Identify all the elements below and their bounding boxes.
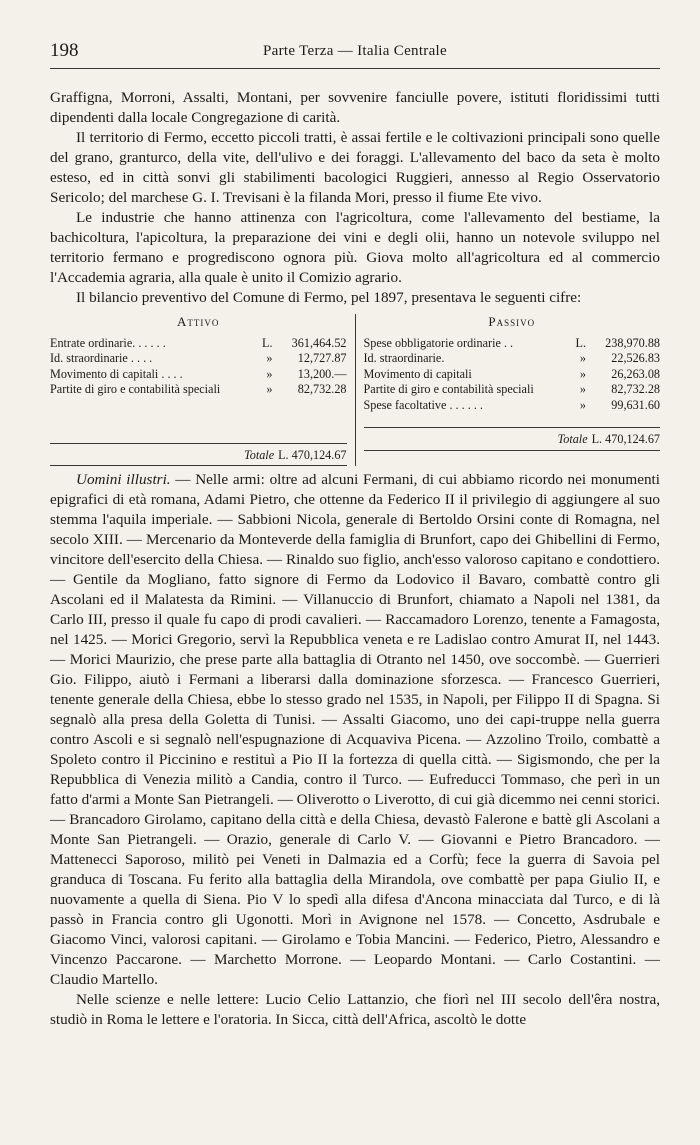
row-label: Spese obbligatorie ordinarie . . xyxy=(363,335,514,350)
uomini-illustri-paragraph xyxy=(50,470,660,990)
total-amount: 470,124.67 xyxy=(291,447,347,462)
page-header xyxy=(50,40,660,68)
row-amount: 238,970.88 xyxy=(605,335,660,350)
attivo-total xyxy=(50,444,347,464)
page xyxy=(50,40,660,1030)
total-bottom-rule xyxy=(50,465,347,466)
row-label: Movimento di capitali xyxy=(363,366,472,381)
row-label: Spese facoltative . . . . . . xyxy=(363,397,483,412)
total-label: Totale xyxy=(557,432,588,446)
paragraph: Il territorio di Fermo, eccetto piccoli tratti, è assai fertile e le coltivazioni principali sono quelle del grano, granturco, della vite, dell'ulivo e dei foraggi. L'allevamento del baco da seta è molto esteso, ed in città sonvi gli stabilimenti bacologici Ruggieri, annesso al Regio Osservatorio Sericolo; del marchese G. I. Trevisani è la filanda Mori, presso il fiume Ete vivo. xyxy=(50,129,660,206)
paragraph: Graffigna, Morroni, Assalti, Montani, per sovvenire fanciulle povere, istituti floridissimi tutti dipendenti dalla locale Congregazione di carità. xyxy=(50,89,660,126)
attivo-row xyxy=(50,382,347,398)
row-amount: 12,727.87 xyxy=(297,351,347,365)
total-currency: L. xyxy=(278,447,289,462)
uomini-illustri-text: — Nelle armi: oltre ad alcuni Fermani, di cui abbiamo ricordo nei monumenti epigrafici di età romana, Adami Pietro, che ottenne da Federico II il privilegio di aggiungere al suo stemma l'aquila imperiale. — Sabbioni Nicola, generale di Bertoldo Orsini conte di Romagna, nel secolo XIII. — Mercenario da Monteverde della famiglia di Brunfort, capo dei Ghibellini di Fermo, vincitore dell'esercito della Chiesa. — Rinaldo suo figlio, anch'esso valoroso capitano e condottiero. — Gentile da Mogliano, fatto signore di Fermo da Lodovico il Bavaro, combattè contro gli Ascolani ed il Malatesta da Rimini. — Villanuccio di Brunfort, chiamato a Napoli nel 1381, da Carlo III, presso il quale fu capo di prodi cavalieri. — Raccamadoro Lorenzo, tenente a Famagosta, nel 1425. — Morici Gregorio, servì la Repubblica veneta e re Ladislao contro Amurat II, nel 1443. — Morici Maurizio, che prese parte alla battaglia di Otranto nel 1450, ove soccombè. — Guerrieri Gio. Filippo, aiutò i Fermani a liberarsi dalla dominazione sforzesca. — Francesco Guerrieri, tenente generale della Chiesa, ebbe lo stesso grado nel 1535, in Napoli, per Filippo II di Spagna. Si segnalò alla presa della Goletta di Tunisi. — Assalti Giacomo, uno dei capi-truppe nella guerra contro Ascoli e si segnalò nell'espugnazione di Acquaviva Picena. — Azzolino Troilo, combattè a Spoleto contro il Piccinino e restituì a Pio II la fortezza di quella città. — Sigismondo, che per la Repubblica di Venezia militò a Candia, contro il Turco. — Eufreducci Tommaso, che perì in un fatto d'armi a Monte San Pietrangeli. — Oliverotto o Liverotto, di cui già dicemmo nei cenni storici. — Brancadoro Girolamo, capitano della città e della Chiesa, devastò Falerone e battè gli Ascolani a Monte San Pietrangeli. — Orazio, generale di Carlo V. — Giovanni e Pietro Brancadoro. — Mattenecci Saporoso, militò pei Veneti in Dalmazia ed a Corfù; fece la guerra di Savoia pel granduca di Toscana. Fu ferito alla battaglia della Mirandola, ove combattè per papa Giulio II, e nuovamente a quella di Siena. Pio V lo spedì alla difesa d'Ancona minacciata dal Turco, e di là passò in Francia contro gli Ugonotti. Morì in Avignone nel 1578. — Concetto, Asdrubale e Giacomo Vinci, valorosi capitani. — Girolamo e Tobia Mancini. — Federico, Pietro, Alessandro e Vincenzo Paccarone. — Marchetto Morrone. — Leopardo Montani. — Carlo Costantini. — Claudio Martello. xyxy=(50,471,660,988)
row-currency: » xyxy=(266,366,273,381)
row-currency: » xyxy=(579,366,586,381)
passivo-row xyxy=(364,398,661,414)
attivo-row xyxy=(50,367,347,383)
row-currency: L. xyxy=(575,335,586,350)
row-amount: 361,464.52 xyxy=(291,335,347,350)
passivo-title: Passivo xyxy=(488,314,536,329)
total-label: Totale xyxy=(244,447,275,462)
row-amount: 22,526.83 xyxy=(611,351,660,365)
passivo-row xyxy=(364,336,661,352)
row-currency: » xyxy=(266,382,273,396)
row-amount: 13,200.— xyxy=(297,366,347,381)
total-amount: 470,124.67 xyxy=(605,432,660,446)
paragraph: Il bilancio preventivo del Comune di Fermo, pel 1897, presentava le seguenti cifre: xyxy=(76,289,582,306)
passivo-row xyxy=(364,351,661,367)
row-label: Id. straordinarie . . . . xyxy=(50,351,153,365)
row-label: Partite di giro e contabilità speciali xyxy=(50,382,221,396)
row-label: Partite di giro e contabilità speciali xyxy=(363,382,534,396)
running-head: Parte Terza — Italia Centrale xyxy=(263,43,447,59)
row-label: Entrate ordinarie. . . . . . xyxy=(50,335,166,350)
page-number: 198 xyxy=(50,40,79,61)
row-currency: L. xyxy=(262,335,273,350)
attivo-title: Attivo xyxy=(177,314,220,329)
passivo-row xyxy=(364,367,661,383)
attivo-column xyxy=(50,314,355,466)
attivo-row xyxy=(50,351,347,367)
row-amount: 82,732.28 xyxy=(297,382,347,396)
total-currency: L. xyxy=(591,432,603,446)
passivo-column xyxy=(355,314,661,466)
row-currency: » xyxy=(579,397,586,412)
row-currency: » xyxy=(266,351,273,365)
budget-table xyxy=(50,314,660,466)
paragraph: Nelle scienze e nelle lettere: Lucio Celio Lattanzio, che fiorì nel III secolo dell'êra nostra, studiò in Roma le lettere e l'oratoria. In Sicca, città dell'Africa, ascoltò le dotte xyxy=(50,991,660,1028)
row-amount: 99,631.60 xyxy=(611,397,660,412)
total-bottom-rule xyxy=(364,450,661,451)
attivo-row xyxy=(50,336,347,352)
body-text xyxy=(50,88,660,1030)
row-label: Movimento di capitali . . . . xyxy=(50,366,183,381)
row-label: Id. straordinarie. xyxy=(363,351,445,365)
header-rule xyxy=(50,68,660,69)
row-amount: 26,263.08 xyxy=(611,366,660,381)
paragraph: Le industrie che hanno attinenza con l'agricoltura, come l'allevamento del bestiame, la bachicoltura, l'apicoltura, la preparazione dei vini e degli olii, hanno un notevole sviluppo nel territorio fermano e progrediscono ognora più. Giova molto all'agricoltura ed al commercio l'Accademia agraria, alla quale è unito il Comizio agrario. xyxy=(50,209,660,286)
passivo-row xyxy=(364,382,661,398)
uomini-illustri-heading: Uomini illustri. xyxy=(76,471,171,488)
row-amount: 82,732.28 xyxy=(611,382,660,396)
passivo-total xyxy=(364,428,661,448)
row-currency: » xyxy=(579,382,586,396)
row-currency: » xyxy=(579,351,586,365)
